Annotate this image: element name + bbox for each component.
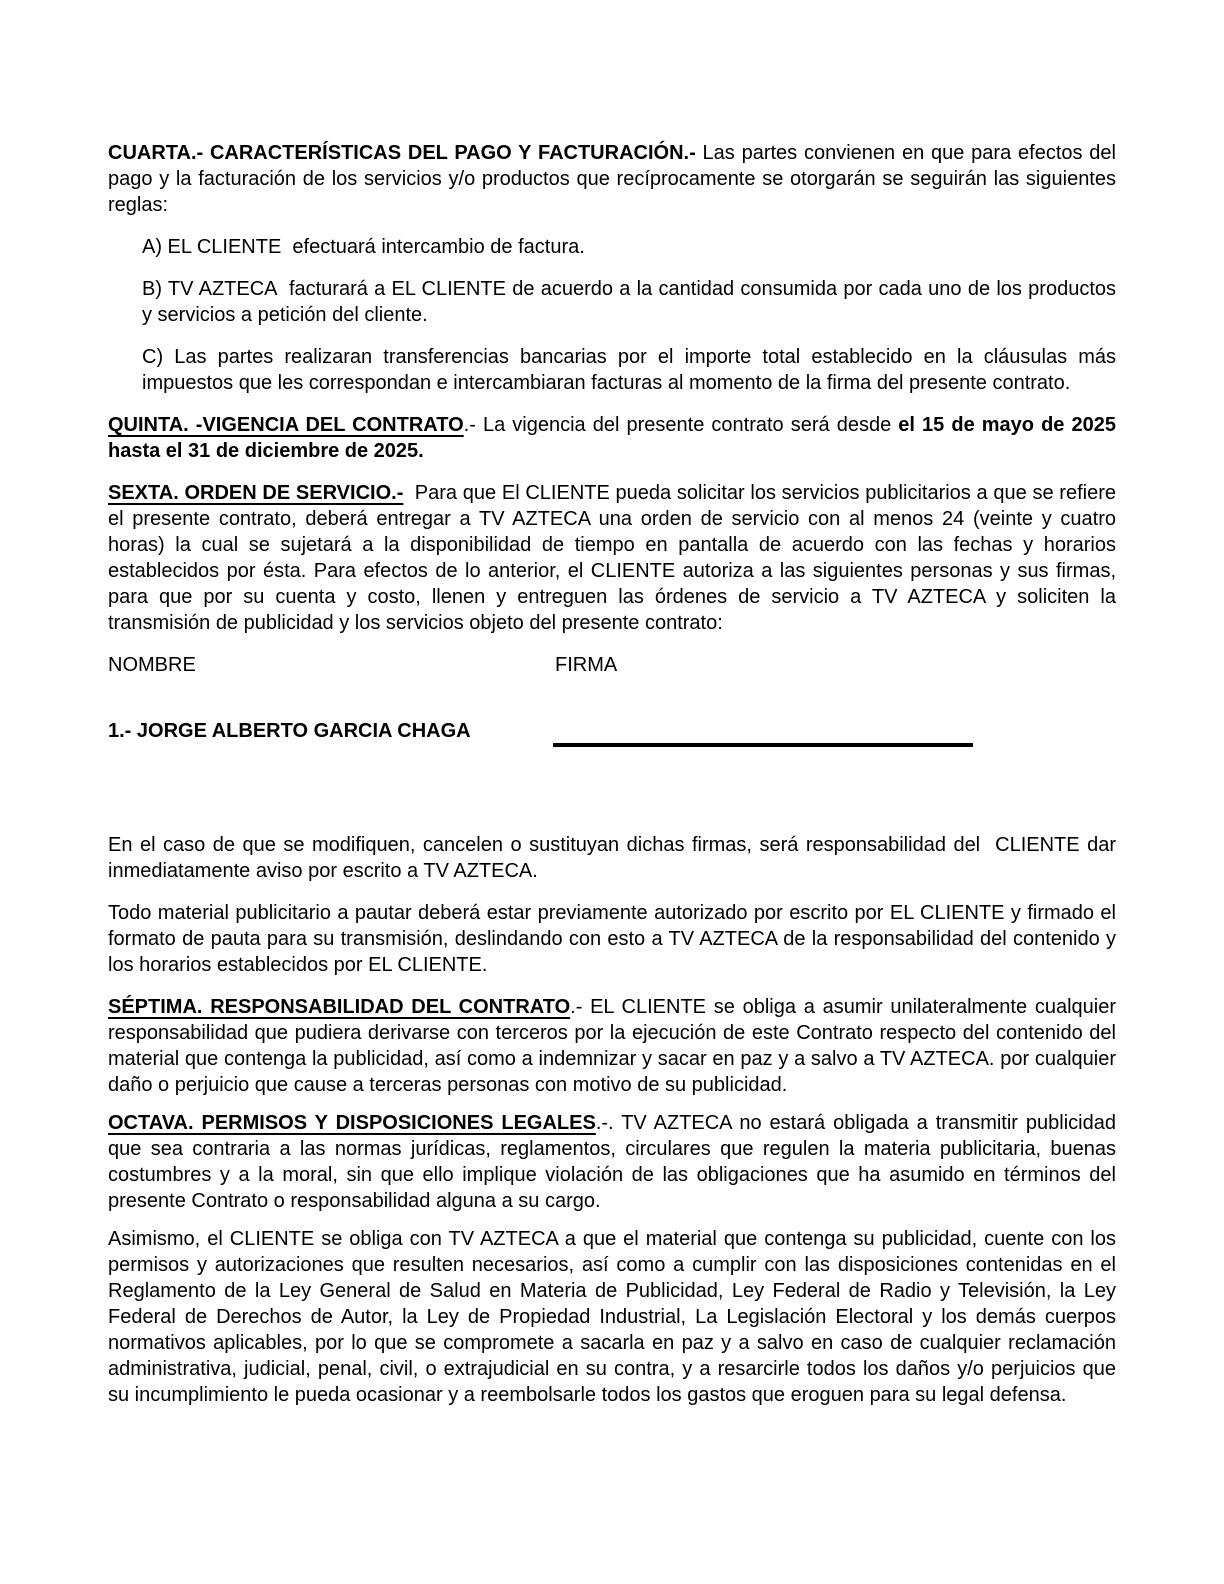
clause-quinta-dates: el 15 de mayo de 2025 hasta el 31 de diciembre de 2025.: [108, 414, 1122, 462]
clause-octava: [108, 1110, 1122, 1214]
clause-sexta-body: Para que El CLIENTE pueda solicitar los servicios publicitarios a que se refiere el presente contrato, deberá entregar a TV AZTECA una orden de servicio con al menos 24 (veinte y cuatro horas) la cual se sujetará a la disponibilidad de tiempo en pantalla de acuerdo con las fechas y horarios establecidos por ésta. Para efectos de lo anterior, el CLIENTE autoriza a las siguientes personas y sus firmas, para que por su cuenta y costo, llenen y entreguen las órdenes de servicio a TV AZTECA y soliciten la transmisión de publicidad y los servicios objeto del presente contrato:: [108, 482, 1122, 634]
paragraph-material-authorization-text: Todo material publicitario a pautar deberá estar previamente autorizado por escrito por EL CLIENTE y firmado el formato de pauta para su transmisión, deslindando con esto a TV AZTECA de la responsabilidad del contenido y los horarios establecidos por EL CLIENTE.: [108, 902, 1122, 976]
signature-line: [553, 743, 973, 747]
clause-sexta-heading: SEXTA. ORDEN DE SERVICIO.-: [108, 482, 404, 504]
signature-column-label: FIRMA: [555, 654, 618, 676]
clause-cuarta: [108, 140, 1122, 218]
payment-rule-b-text: B) TV AZTECA facturará a EL CLIENTE de acuerdo a la cantidad consumida por cada uno de los productos y servicios a petición del cliente.: [142, 278, 1122, 326]
name-column-label: NOMBRE: [108, 654, 196, 676]
clause-cuarta-body: Las partes convienen en que para efectos del pago y la facturación de los servicios y/o productos que recíprocamente se otorgarán se seguirán las siguientes reglas:: [108, 142, 1122, 216]
payment-rule-item-b: [142, 276, 1122, 328]
clause-octava-heading: OCTAVA. PERMISOS Y DISPOSICIONES LEGALES: [108, 1112, 596, 1134]
signatory-name: 1.- JORGE ALBERTO GARCIA CHAGA: [108, 720, 471, 742]
clause-octava-body: .-. TV AZTECA no estará obligada a transmitir publicidad que sea contraria a las normas jurídicas, reglamentos, circulares que regulen la materia publicitaria, buenas costumbres y a la moral, sin que ello implique violación de las obligaciones que ha asumido en términos del presente Contrato o responsabilidad alguna a su cargo.: [108, 1112, 1122, 1212]
clause-cuarta-heading: CUARTA.- CARACTERÍSTICAS DEL PAGO Y FACTURACIÓN.-: [108, 142, 696, 164]
payment-rule-item-c: [142, 344, 1122, 396]
clause-septima-heading: SÉPTIMA. RESPONSABILIDAD DEL CONTRATO: [108, 996, 571, 1018]
clause-sexta: [108, 480, 1122, 636]
clause-septima-body: .- EL CLIENTE se obliga a asumir unilateralmente cualquier responsabilidad que pudiera derivarse con terceros por la ejecución de este Contrato respecto del contenido del material que contenga la publicidad, así como a indemnizar y sacar en paz y a salvo a TV AZTECA. por cualquier daño o perjuicio que cause a terceras personas con motivo de su publicidad.: [108, 996, 1122, 1096]
paragraph-firmas-modification-text: En el caso de que se modifiquen, cancelen o sustituyan dichas firmas, será responsabilidad del CLIENTE dar inmediatamente aviso por escrito a TV AZTECA.: [108, 834, 1122, 882]
clause-septima: [108, 994, 1122, 1098]
payment-rule-a-text: A) EL CLIENTE efectuará intercambio de factura.: [142, 236, 585, 258]
payment-rule-item-a: [142, 234, 1116, 260]
payment-rule-c-text: C) Las partes realizaran transferencias bancarias por el importe total establecido en la cláusulas más impuestos que les correspondan e intercambiaran facturas al momento de la firma del presente contrato.: [142, 346, 1122, 394]
signatory-row: [108, 718, 1116, 744]
clause-quinta-body: .- La vigencia del presente contrato será desde: [463, 414, 899, 436]
paragraph-firmas-modification: [108, 832, 1122, 884]
clause-quinta: [108, 412, 1122, 464]
paragraph-asimismo: [108, 1226, 1122, 1408]
signature-table-header: [108, 652, 1116, 678]
paragraph-asimismo-text: Asimismo, el CLIENTE se obliga con TV AZTECA a que el material que contenga su publicidad, cuente con los permisos y autorizaciones que resulten necesarios, así como a cumplir con las disposiciones contenidas en el Reglamento de la Ley General de Salud en Materia de Publicidad, Ley Federal de Radio y Televisión, la Ley Federal de Derechos de Autor, la Ley de Propiedad Industrial, La Legislación Electoral y los demás cuerpos normativos aplicables, por lo que se compromete a sacarla en paz y a salvo en caso de cualquier reclamación administrativa, judicial, penal, civil, o extrajudicial en su contra, y a resarcirle todos los daños y/o perjuicios que su incumplimiento le pueda ocasionar y a reembolsarle todos los gastos que eroguen para su legal defensa.: [108, 1228, 1122, 1406]
clause-quinta-heading: QUINTA. -VIGENCIA DEL CONTRATO: [108, 414, 464, 436]
paragraph-material-authorization: [108, 900, 1122, 978]
